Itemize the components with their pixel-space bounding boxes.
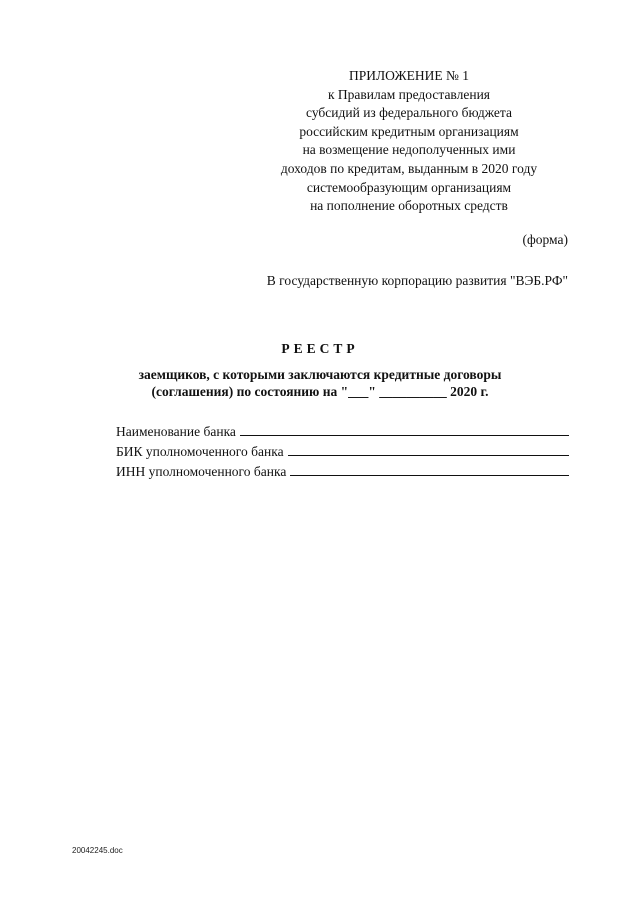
appendix-line: ПРИЛОЖЕНИЕ № 1 — [348, 68, 470, 83]
appendix-line: на возмещение недополученных ими — [302, 142, 516, 158]
subtitle-line-2: (соглашения) по состоянию на "___" __________ 2020 г. — [151, 384, 489, 399]
bank-name-label: Наименование банка — [116, 424, 236, 439]
appendix-line: к Правилам предоставления — [327, 86, 491, 102]
document-subtitle — [0, 366, 640, 400]
inn-input-line[interactable] — [290, 475, 569, 476]
addressee: В государственную корпорацию развития "ВЭБ.РФ" — [266, 273, 568, 288]
bik-input-line[interactable] — [288, 455, 569, 456]
appendix-line: российским кредитным организациям — [299, 123, 519, 139]
appendix-line: на пополнение оборотных средств — [310, 198, 508, 214]
subtitle-line-1: заемщиков, с которыми заключаются кредитные договоры — [138, 367, 502, 382]
bank-fields — [116, 420, 569, 480]
bank-name-row — [116, 420, 569, 440]
inn-row — [116, 460, 569, 480]
appendix-line: системообразующим организациям — [306, 179, 512, 195]
file-code: 20042245.doc — [72, 846, 123, 855]
document-title: РЕЕСТР — [281, 341, 359, 356]
bank-name-input-line[interactable] — [240, 435, 569, 436]
bik-label: БИК уполномоченного банка — [116, 444, 284, 459]
appendix-line: доходов по кредитам, выданным в 2020 году — [280, 160, 538, 176]
inn-label: ИНН уполномоченного банка — [116, 464, 287, 479]
form-label: (форма) — [522, 232, 568, 247]
appendix-header — [250, 67, 568, 216]
appendix-line: субсидий из федерального бюджета — [306, 105, 512, 121]
bik-row — [116, 440, 569, 460]
